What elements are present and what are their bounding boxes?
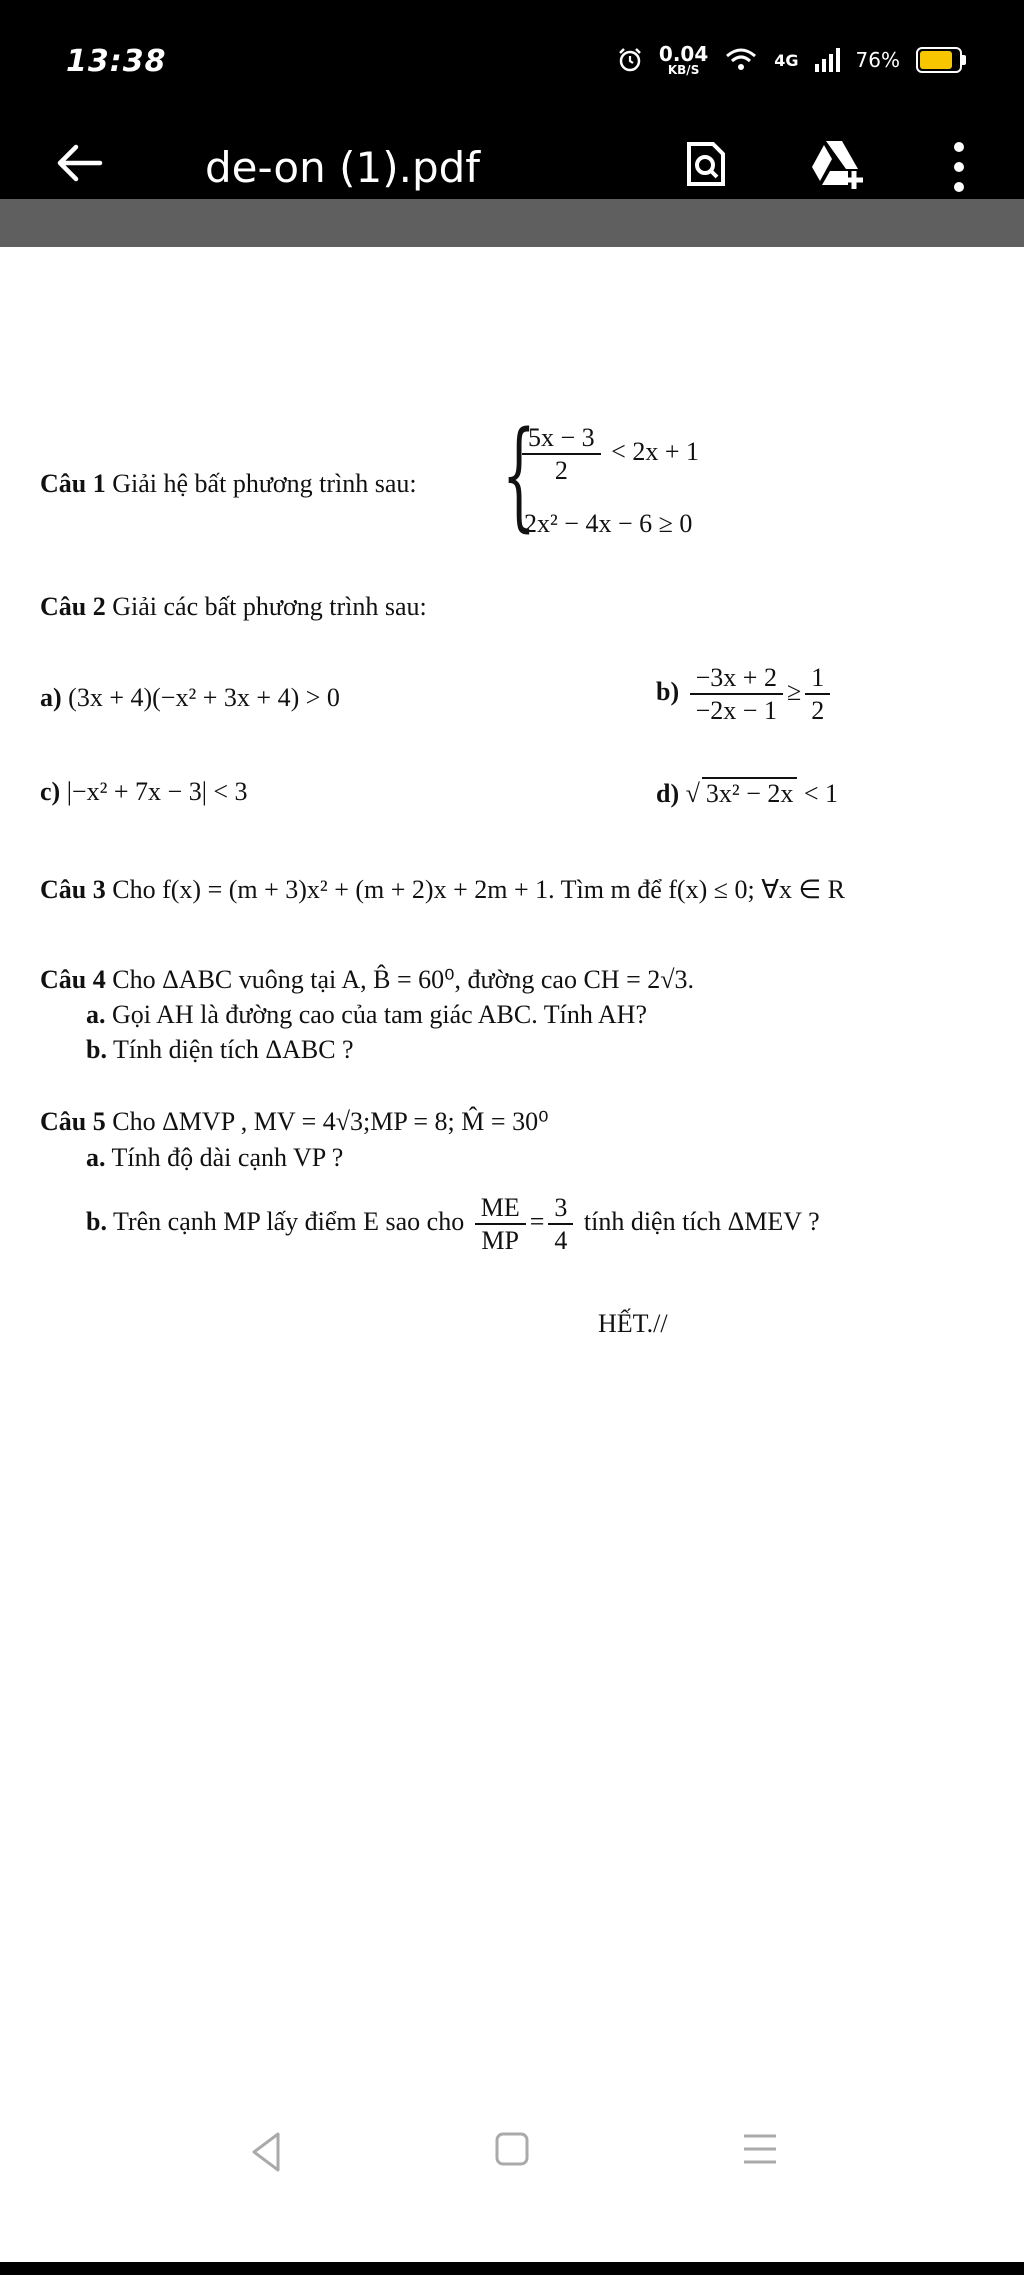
- q4-part-b: b. Tính diện tích ΔABC ?: [86, 1035, 354, 1064]
- status-bar: [0, 0, 1024, 125]
- network-type: 4G: [774, 50, 799, 70]
- q4-part-a: a. Gọi AH là đường cao của tam giác ABC. Tính AH?: [86, 1000, 647, 1029]
- q2-part-c: c) |−x² + 7x − 3| < 3: [40, 777, 248, 806]
- wifi-icon: [724, 47, 758, 73]
- toolbar-shadow: [0, 199, 1024, 247]
- question-5: Câu 5 Cho ΔMVP , MV = 4√3;MP = 8; M̂ = 30⁰: [40, 1107, 549, 1136]
- q1-line-2: 2x² − 4x − 6 ≥ 0: [524, 509, 693, 538]
- find-in-page-icon[interactable]: [683, 141, 729, 187]
- q5-part-a: a. Tính độ dài cạnh VP ?: [86, 1143, 344, 1172]
- status-icons: [617, 40, 962, 80]
- q2-part-b: b) $\frac{-3x + 2}{-2x - 1}$ ≥ $\frac{1}{2}$: [656, 662, 834, 726]
- q5-part-b: b. Trên cạnh MP lấy điểm E sao cho $\frac{ME}{MP}$ = $\frac{3}{4}$ tính diện tích ΔMEV ?: [86, 1193, 820, 1256]
- q1-line-1: $\frac{5x - 3}{2}$ < 2x + 1: [518, 422, 699, 486]
- add-to-drive-icon[interactable]: [808, 139, 868, 189]
- question-2: Câu 2 Giải các bất phương trình sau:: [40, 592, 427, 621]
- end-mark: HẾT.//: [598, 1309, 668, 1338]
- app-bar: [0, 125, 1024, 199]
- q1-label: Câu 1: [40, 469, 106, 498]
- question-4: Câu 4 Cho ΔABC vuông tại A, B̂ = 60⁰, đường cao CH = 2√3.: [40, 965, 694, 994]
- question-1: [40, 469, 417, 499]
- back-button[interactable]: [50, 133, 110, 193]
- q2-part-a: a) (3x + 4)(−x² + 3x + 4) > 0: [40, 683, 340, 712]
- bottom-edge: [0, 2262, 1024, 2275]
- document-title: de-on (1).pdf: [205, 143, 481, 192]
- arrow-left-icon: [56, 143, 104, 183]
- alarm-icon: [617, 47, 643, 73]
- question-3: Câu 3 Cho f(x) = (m + 3)x² + (m + 2)x + 2m + 1. Tìm m để f(x) ≤ 0; ∀x ∈ R: [40, 875, 846, 904]
- battery-percent: 76%: [855, 48, 900, 72]
- status-time: 13:38: [66, 44, 167, 79]
- battery-icon: [916, 47, 962, 73]
- more-vert-icon[interactable]: [944, 137, 974, 197]
- nav-back-button[interactable]: [250, 2130, 282, 2174]
- nav-home-button[interactable]: [494, 2131, 530, 2167]
- q2-part-d: d) √ 3x² − 2x < 1: [656, 779, 839, 808]
- nav-recents-button[interactable]: [742, 2132, 778, 2166]
- q1-text: Giải hệ bất phương trình sau:: [112, 469, 417, 498]
- signal-icon: [815, 48, 840, 72]
- net-speed: 0.04 KB/S: [658, 42, 709, 77]
- system-nav-bar: [0, 2090, 1024, 2275]
- system-brace: {: [502, 405, 536, 543]
